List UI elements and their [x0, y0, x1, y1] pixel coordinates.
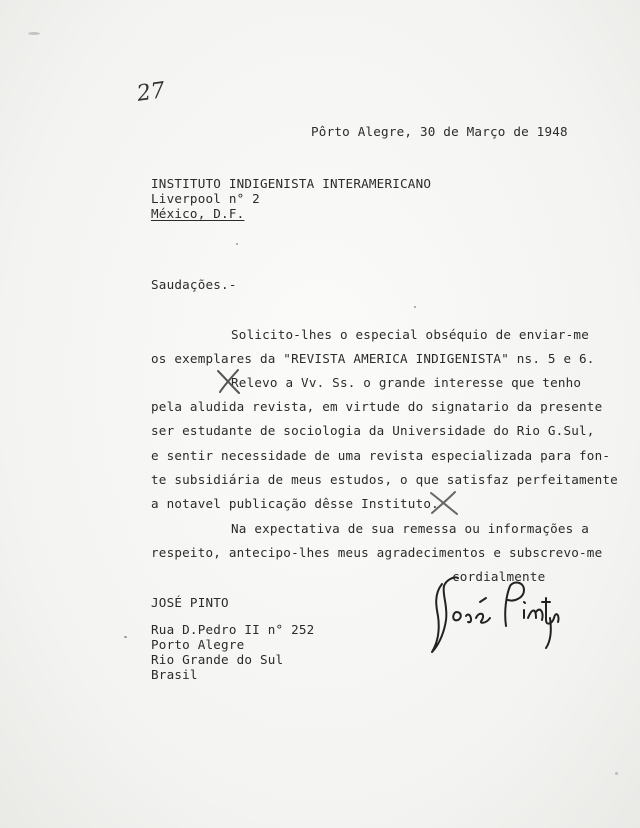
sender-address-line-1: Rua D.Pedro II n° 252 — [151, 622, 315, 637]
body-line-9: Na expectativa de sua remessa ou informações a — [231, 521, 589, 536]
body-line-6: e sentir necessidade de uma revista especializada para fon- — [151, 448, 611, 463]
signature — [428, 572, 568, 658]
body-line-3: Relevo a Vv. Ss. o grande interesse que tenho — [231, 375, 582, 390]
handwritten-page-number: 27 — [135, 78, 167, 107]
greeting: Saudações.- — [151, 277, 237, 292]
body-line-7: te subsidiária de meus estudos, o que satisfaz perfeitamente — [151, 472, 618, 487]
sender-address-line-3: Rio Grande do Sul — [151, 652, 284, 667]
paper-speck — [124, 636, 127, 638]
paper-speck — [615, 772, 618, 775]
closing: cordialmente — [452, 569, 546, 584]
paper-speck — [236, 243, 238, 245]
paper-speck — [28, 32, 40, 35]
body-line-5: ser estudante de sociologia da Universidade do Rio G.Sul, — [151, 423, 595, 438]
body-line-4: pela aludida revista, em virtude do signatario da presente — [151, 399, 603, 414]
body-line-1: Solicito-lhes o especial obséquio de enviar-me — [231, 327, 589, 342]
sender-name: JOSÉ PINTO — [151, 595, 229, 610]
body-line-10: respeito, antecipo-lhes meus agradecimentos e subscrevo-me — [151, 545, 603, 560]
recipient-name: INSTITUTO INDIGENISTA INTERAMERICANO — [151, 176, 432, 191]
body-line-2: os exemplares da "REVISTA AMERICA INDIGENISTA" ns. 5 e 6. — [151, 351, 595, 366]
body-line-8: a notavel publicação dêsse Instituto. — [151, 496, 439, 511]
sender-address-line-2: Porto Alegre — [151, 637, 245, 652]
handwritten-x-mark — [215, 368, 243, 396]
sender-address-line-4: Brasil — [151, 667, 198, 682]
recipient-street: Liverpool n° 2 — [151, 191, 260, 206]
recipient-city: México, D.F. — [151, 206, 245, 221]
paper-speck — [414, 306, 416, 308]
date-line: Pôrto Alegre, 30 de Março de 1948 — [311, 124, 568, 139]
handwritten-x-mark — [428, 489, 460, 517]
